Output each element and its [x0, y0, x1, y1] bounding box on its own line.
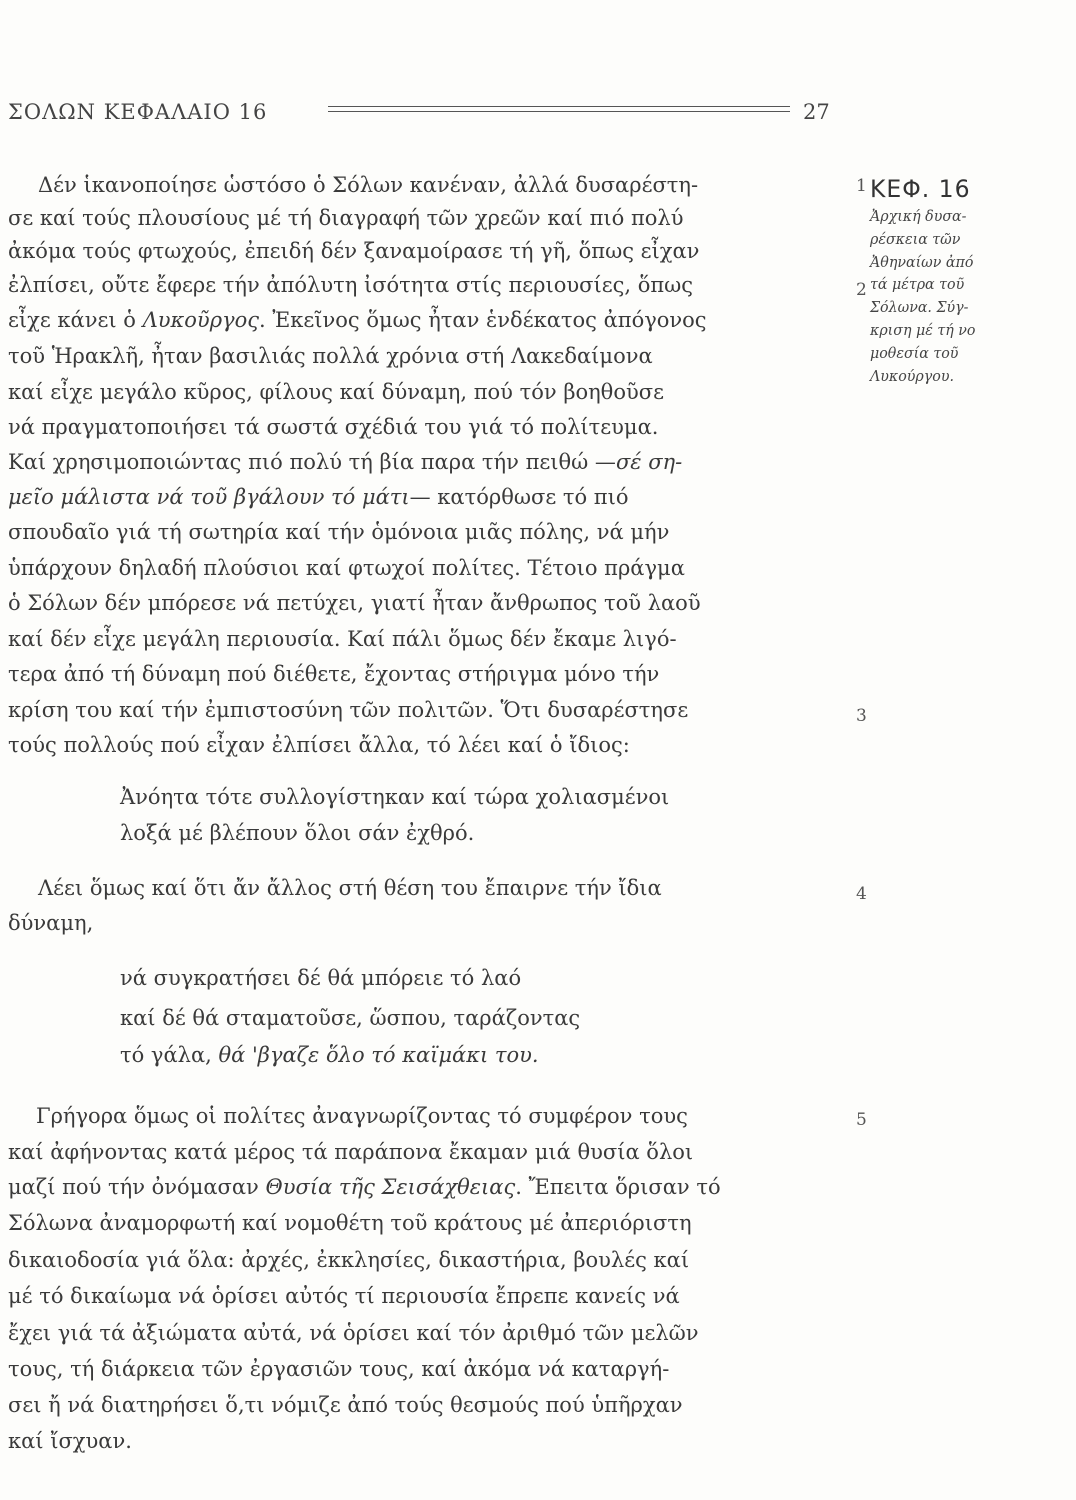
margin-note-line: Ἀθηναίων ἀπό — [870, 254, 974, 271]
margin-note-line: Ἀρχική δυσα- — [870, 209, 967, 225]
text-line: Σόλωνα ἀναμορφωτή καί νομοθέτη τοῦ κράτους μέ ἀπεριόριστη — [8, 1211, 692, 1235]
text-line: σε καί τούς πλουσίους μέ τή διαγραφή τῶν χρεῶν καί πιό πολύ — [8, 206, 684, 230]
italic-phrase: μεῖο μάλιστα νά τοῦ βγάλουν τό μάτι — [8, 485, 410, 509]
margin-note-line: Σόλωνα. Σύγ- — [870, 300, 969, 317]
text-line: δύναμη, — [8, 911, 94, 935]
page-number: 27 — [803, 100, 830, 124]
margin-note-line: ρέσκεια τῶν — [870, 231, 961, 248]
text-line: δικαιοδοσία γιά ὅλα: ἀρχές, ἐκκλησίες, δικαστήρια, βουλές καί — [8, 1248, 690, 1272]
text-line: Γρήγορα ὅμως οἱ πολίτες ἀναγνωρίζοντας τό συμφέρον τους — [36, 1104, 688, 1128]
text-line: σπουδαῖο γιά τή σωτηρία καί τήν ὁμόνοια μιᾶς πόλης, νά μήν — [8, 520, 670, 544]
text-line: τους, τή διάρκεια τῶν ἐργασιῶν τους, καί ἀκόμα νά καταργή- — [8, 1357, 670, 1381]
margin-note-line: κριση μέ τή νο — [870, 322, 976, 339]
margin-note-heading: ΚΕΦ. 16 — [870, 175, 971, 203]
text-line: μεῖο μάλιστα νά τοῦ βγάλουν τό μάτι— κατόρθωσε τό πιό — [8, 485, 629, 509]
text-line: τερα ἀπό τή δύναμη πού διέθετε, ἔχοντας στήριγμα μόνο τήν — [8, 662, 660, 686]
text-line: κρίση του καί τήν ἐμπιστοσύνη τῶν πολιτῶν. Ὅτι δυσαρέστησε — [8, 698, 689, 722]
text-line: μαζί πού τήν ὀνόμασαν Θυσία τῆς Σεισάχθειας. Ἔπειτα ὅρισαν τό — [8, 1175, 721, 1199]
text-line: ὁ Σόλων δέν μπόρεσε νά πετύχει, γιατί ἦταν ἄνθρωπος τοῦ λαοῦ — [8, 591, 701, 615]
margin-note-line: μοθεσία τοῦ — [870, 345, 959, 362]
text-line: Καί χρησιμοποιώντας πιό πολύ τή βία παρα τήν πειθώ —σέ ση- — [8, 450, 683, 474]
italic-phrase: Θυσία τῆς Σεισάχθειας — [265, 1175, 516, 1199]
text-line: ἀκόμα τούς φτωχούς, ἐπειδή δέν ξαναμοίρασε τή γῆ, ὅπως εἶχαν — [8, 239, 700, 263]
text-line: καί δέν εἶχε μεγάλη περιουσία. Καί πάλι ὅμως δέν ἔκαμε λιγό- — [8, 627, 677, 651]
text-line: Δέν ἱκανοποίησε ὡστόσο ὁ Σόλων κανέναν, ἀλλά δυσαρέστη- — [38, 173, 699, 197]
line-number: 4 — [856, 884, 867, 904]
line-number: 2 — [856, 280, 867, 300]
italic-phrase: θά 'βγαζε ὅλο τό καϊμάκι του. — [218, 1043, 539, 1067]
text-line: καί εἶχε μεγάλο κῦρος, φίλους καί δύναμη, πού τόν βοηθοῦσε — [8, 380, 664, 404]
text-line: εἶχε κάνει ὁ Λυκοῦργος. Ἐκεῖνος ὅμως ἦταν ἑνδέκατος ἀπόγονος — [8, 308, 707, 332]
text-line: τοῦ Ἡρακλῆ, ἦταν βασιλιάς πολλά χρόνια στή Λακεδαίμονα — [8, 344, 653, 368]
text-line: Λέει ὅμως καί ὅτι ἄν ἄλλος στή θέση του ἔπαιρνε τήν ἴδια — [38, 876, 662, 900]
verse-line: λοξά μέ βλέπουν ὅλοι σάν ἐχθρό. — [120, 821, 475, 845]
header-rule — [328, 106, 790, 112]
verse-line: τό γάλα, θά 'βγαζε ὅλο τό καϊμάκι του. — [120, 1043, 539, 1067]
italic-name: Λυκοῦργος — [142, 308, 259, 332]
text-line: ἔχει γιά τά ἀξιώματα αὐτά, νά ὁρίσει καί τόν ἀριθμό τῶν μελῶν — [8, 1321, 699, 1345]
text-line: καί ἴσχυαν. — [8, 1429, 132, 1453]
header-title: ΣΟΛΩΝ ΚΕΦΑΛΑΙΟ 16 — [8, 100, 268, 124]
text-line: ἐλπίσει, οὔτε ἔφερε τήν ἀπόλυτη ἰσότητα στίς περιουσίες, ὅπως — [8, 273, 694, 297]
italic-phrase: σέ ση- — [615, 450, 683, 474]
verse-line: νά συγκρατήσει δέ θά μπόρειε τό λαό — [120, 966, 522, 990]
margin-note — [870, 172, 1070, 388]
text-line: ὑπάρχουν δηλαδή πλούσιοι καί φτωχοί πολίτες. Τέτοιο πράγμα — [8, 556, 685, 580]
text-line: μέ τό δικαίωμα νά ὁρίσει αὐτός τί περιουσία ἔπρεπε κανείς νά — [8, 1284, 680, 1308]
text-line: νά πραγματοποιήσει τά σωστά σχέδιά του γιά τό πολίτευμα. — [8, 415, 659, 439]
margin-note-line: Λυκούργου. — [870, 368, 954, 385]
line-number: 1 — [856, 176, 867, 196]
text-line: καί ἀφήνοντας κατά μέρος τά παράπονα ἔκαμαν μιά θυσία ὅλοι — [8, 1140, 694, 1164]
margin-note-line: τά μέτρα τοῦ — [870, 277, 965, 294]
running-header — [8, 100, 828, 136]
line-number: 3 — [856, 706, 867, 726]
verse-line: καί δέ θά σταματοῦσε, ὥσπου, ταράζοντας — [120, 1006, 581, 1030]
text-line: τούς πολλούς πού εἶχαν ἐλπίσει ἄλλα, τό λέει καί ὁ ἴδιος: — [8, 733, 630, 757]
verse-line: Ἀνόητα τότε συλλογίστηκαν καί τώρα χολιασμένοι — [120, 785, 670, 809]
line-number: 5 — [856, 1110, 867, 1130]
text-line: σει ἤ νά διατηρήσει ὅ,τι νόμιζε ἀπό τούς θεσμούς πού ὑπῆρχαν — [8, 1393, 683, 1417]
